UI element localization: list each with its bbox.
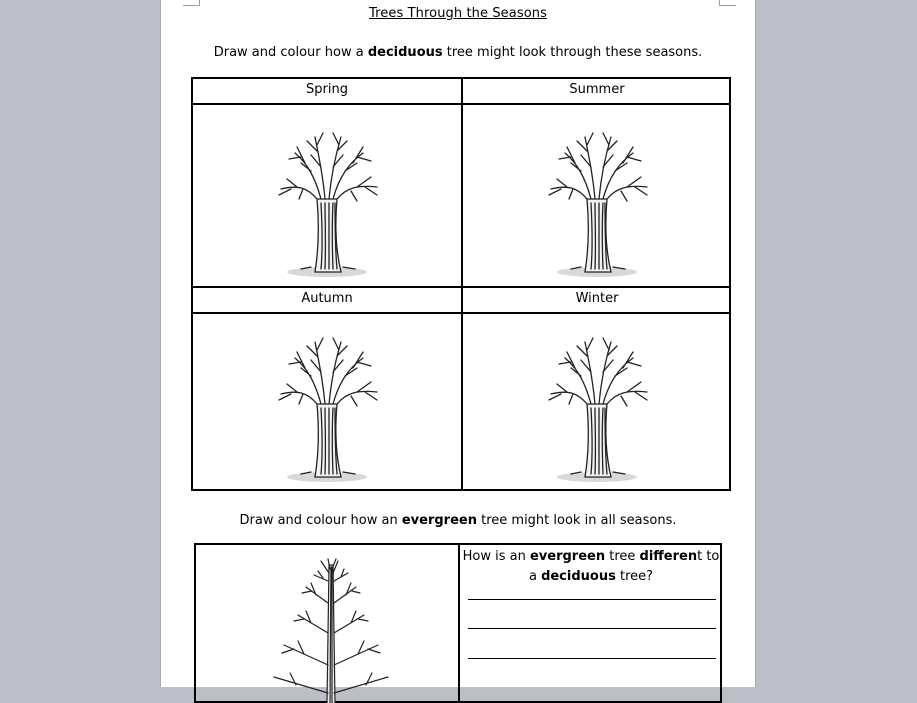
page-title — [161, 6, 755, 21]
instruction-deciduous — [161, 45, 755, 60]
question-text: tree — [605, 549, 640, 564]
tree-icon — [267, 127, 387, 279]
title-text: Trees Through the Seasons — [369, 6, 547, 21]
answer-line[interactable] — [468, 658, 716, 659]
comparison-question — [462, 547, 720, 587]
question-text: t to — [697, 549, 720, 564]
question-bold: differen — [639, 549, 698, 564]
instruction-text: tree might look through these seasons. — [442, 45, 703, 60]
tree-icon — [267, 332, 387, 484]
answer-line[interactable] — [468, 628, 716, 629]
question-bold: deciduous — [541, 569, 616, 584]
season-header-summer: Summer — [569, 82, 625, 97]
season-cell-autumn[interactable] — [193, 314, 461, 489]
evergreen-drawing-cell[interactable] — [196, 545, 458, 701]
question-text: tree? — [615, 569, 654, 584]
season-cell-summer[interactable] — [463, 105, 731, 286]
table-divider — [458, 545, 460, 701]
evergreen-table — [194, 543, 722, 703]
document-page — [161, 0, 755, 687]
tree-icon — [537, 127, 657, 279]
season-cell-spring[interactable] — [193, 105, 461, 286]
tree-icon — [537, 332, 657, 484]
question-text: a — [528, 569, 542, 584]
season-header-winter: Winter — [575, 291, 619, 306]
question-text: How is an — [462, 549, 530, 564]
instruction-evergreen — [161, 513, 755, 528]
instruction-text: Draw and colour how a — [213, 45, 368, 60]
answer-line[interactable] — [468, 599, 716, 600]
evergreen-tree-icon — [266, 553, 396, 703]
question-bold: evergreen — [529, 549, 606, 564]
question-line-2 — [462, 567, 720, 587]
seasons-table — [191, 77, 731, 491]
instruction-bold: evergreen — [401, 513, 477, 528]
instruction-bold: deciduous — [367, 45, 443, 60]
season-cell-winter[interactable] — [463, 314, 731, 489]
question-line-1 — [462, 547, 720, 567]
instruction-text: Draw and colour how an — [239, 513, 402, 528]
instruction-text: tree might look in all seasons. — [476, 513, 677, 528]
season-header-spring: Spring — [306, 82, 348, 97]
season-header-autumn: Autumn — [301, 291, 353, 306]
